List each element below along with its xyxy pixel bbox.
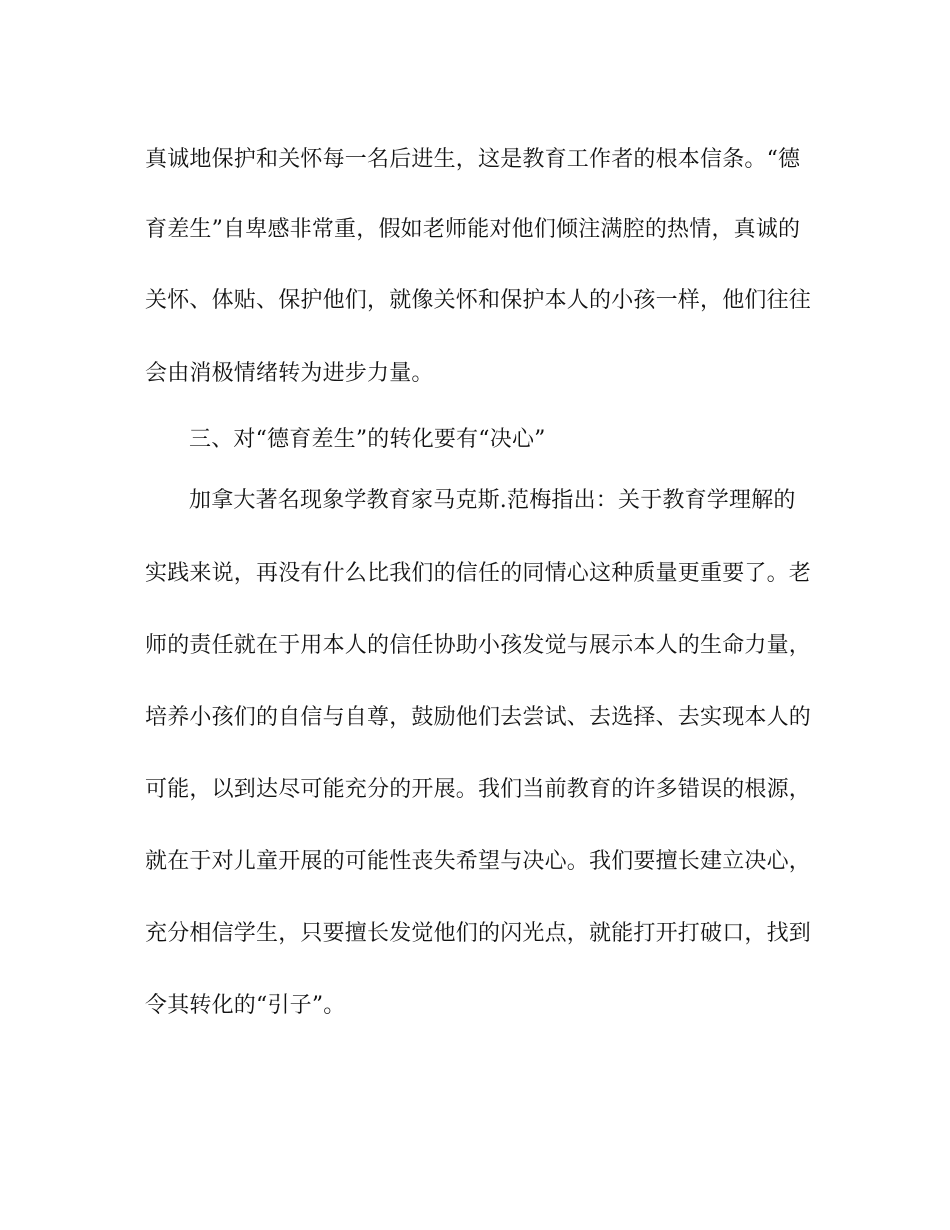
paragraph-2-line-8: 令其转化的“引子”。: [145, 993, 346, 1018]
paragraph-2-line-4: 培养小孩们的自信与自尊，鼓励他们去尝试、去选择、去实现本人的: [145, 705, 812, 730]
paragraph-1-line-4: 会由消极情绪转为进步力量。: [145, 361, 434, 386]
paragraph-2-line-7: 充分相信学生，只要擅长发觉他们的闪光点，就能打开打破口，找到: [145, 921, 812, 946]
paragraph-1-line-3: 关怀、体贴、保护他们，就像关怀和保护本人的小孩一样，他们往往: [145, 288, 812, 313]
paragraph-2-line-5: 可能，以到达尽可能充分的开展。我们当前教育的许多错误的根源，: [145, 777, 812, 802]
paragraph-1-line-2: 育差生”自卑感非常重，假如老师能对他们倾注满腔的热情，真诚的: [145, 217, 801, 242]
paragraph-1-line-1: 真诚地保护和关怀每一名后进生，这是教育工作者的根本信条。“德: [145, 147, 801, 172]
paragraph-2-line-1: 加拿大著名现象学教育家马克斯.范梅指出：关于教育学理解的: [189, 488, 796, 513]
section-heading: 三、对“德育差生”的转化要有“决心”: [189, 427, 546, 452]
paragraph-2-line-3: 师的责任就在于用本人的信任协助小孩发觉与展示本人的生命力量，: [145, 633, 812, 658]
paragraph-2-line-6: 就在于对儿童开展的可能性丧失希望与决心。我们要擅长建立决心，: [145, 849, 812, 874]
paragraph-2-line-2: 实践来说，再没有什么比我们的信任的同情心这种质量更重要了。老: [145, 561, 812, 586]
